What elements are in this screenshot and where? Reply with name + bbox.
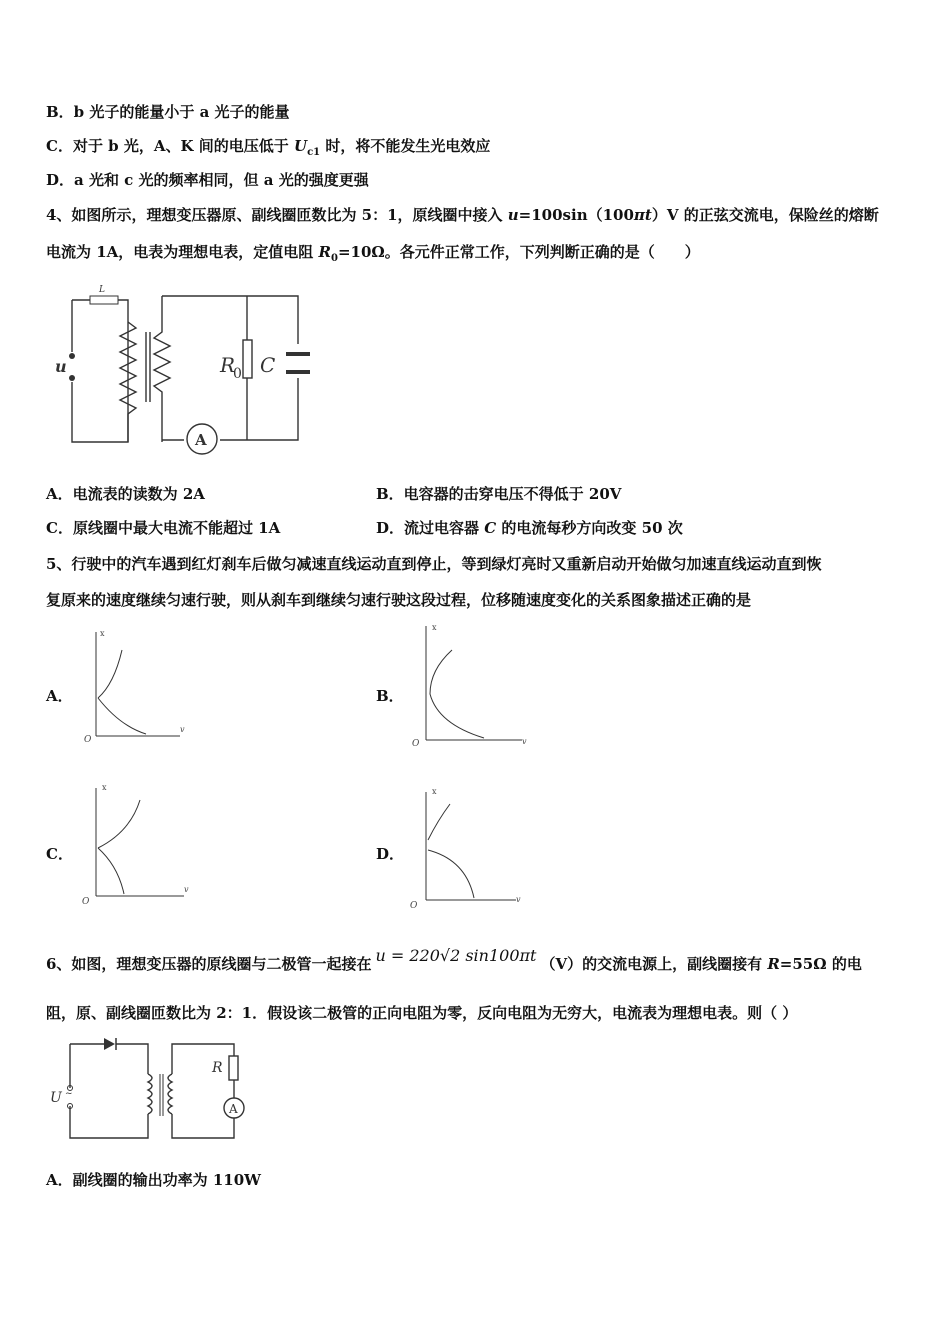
resistor-symbol [243, 340, 252, 378]
capacitor-label: C [260, 353, 276, 377]
q5-stem-line2: 复原来的速度继续匀速行驶，则从刹车到继续匀速行驶这段过程，位移随速度变化的关系图象描述正确的是 [46, 591, 752, 609]
graph-a-origin: O [84, 735, 92, 745]
graph-c-curve-lower [98, 848, 124, 894]
graph-d-curve-upper [428, 804, 450, 840]
q4-stem-pit: πt [633, 206, 652, 224]
graph-c-x-label: v [184, 885, 189, 894]
q5-option-d-label: D． [376, 845, 405, 863]
q6-stem-line1 [46, 946, 862, 974]
source-label: u [55, 357, 67, 376]
q4-option-d-text: D．流过电容器 [376, 519, 485, 537]
source-tilde-icon: ~ [65, 1089, 73, 1099]
q5-option-a-label: A． [46, 687, 73, 705]
graph-d-curve-lower [428, 850, 474, 898]
graph-d-origin: O [410, 901, 418, 911]
graph-a-curve-upper [98, 650, 122, 698]
ammeter-label: A [229, 1102, 238, 1116]
q5-option-b-label: B． [376, 687, 404, 705]
q3-option-c-var: U [294, 137, 308, 155]
q5-graph-c [80, 782, 200, 906]
graph-a-y-label: x [100, 629, 105, 638]
q5-graph-b [408, 620, 538, 750]
graph-b-y-label: x [432, 623, 437, 632]
graph-d-y-label: x [432, 787, 437, 796]
q4-stem-line1 [46, 205, 879, 225]
q4-stem2-sub: 0 [331, 253, 338, 264]
q4-option-b: B．电容器的击穿电压不得低于 20V [376, 485, 622, 503]
q4-option-a: A．电流表的读数为 2A [46, 485, 205, 503]
q5-stem-line1: 5、行驶中的汽车遇到红灯刹车后做匀减速直线运动直到停止，等到绿灯亮时又重新启动开始做匀加速直线运动直到恢 [46, 555, 822, 573]
q4-stem-text: 4、如图所示，理想变压器原、副线圈匝数比为 5：1，原线圈中接入 [46, 206, 508, 224]
q6-stem-line2: 阻，原、副线圈匝数比为 2：1．假设该二极管的正向电阻为零，反向电阻为无穷大，电流表为理想电表。则（ ） [46, 1004, 798, 1022]
q4-stem2-var-r: R [318, 243, 331, 261]
q4-option-d-tail: 的电流每秒方向改变 50 次 [496, 519, 683, 537]
q4-stem2-tail: =10Ω。各元件正常工作，下列判断正确的是（ ） [337, 243, 700, 261]
graph-c-curve-upper [98, 800, 140, 848]
source-label: U [50, 1090, 62, 1106]
q4-circuit-diagram [50, 282, 310, 452]
q4-stem-var-u: u [507, 206, 519, 224]
q5-option-c-label: C． [46, 845, 73, 863]
q4-option-d-var: C [484, 519, 497, 537]
q4-stem-line2 [46, 242, 700, 269]
q5-graph-a [80, 626, 190, 746]
graph-c-y-label: x [102, 783, 107, 792]
primary-coil [148, 1074, 152, 1114]
q6-stem-text: 6、如图，理想变压器的原线圈与二极管一起接在 [46, 955, 372, 973]
resistor-sub: 0 [233, 366, 242, 382]
source-terminal-top [69, 353, 75, 359]
q4-option-d [376, 518, 683, 538]
q4-option-c: C．原线圈中最大电流不能超过 1A [46, 519, 281, 537]
fuse-symbol [90, 296, 118, 304]
fuse-label: L [99, 285, 105, 295]
q4-stem2-text: 电流为 1A，电表为理想电表，定值电阻 [46, 243, 319, 261]
q4-stem-eq: =100sin（100 [518, 206, 634, 224]
resistor-label: R [220, 353, 236, 377]
q5-graph-d [408, 786, 528, 910]
q6-stem-mid: （V）的交流电源上，副线圈接有 [540, 955, 768, 973]
graph-a-x-label: v [180, 725, 185, 734]
q6-stem-var-r: R [767, 955, 780, 973]
graph-c-origin: O [82, 897, 90, 907]
q6-stem-tail: =55Ω 的电 [779, 955, 862, 973]
q3-option-b: B．b 光子的能量小于 a 光子的能量 [46, 103, 290, 121]
q3-option-c-text: C．对于 b 光，A、K 间的电压低于 [46, 137, 294, 155]
graph-b-curve [430, 650, 484, 738]
graph-b-origin: O [412, 739, 420, 749]
secondary-coil [168, 1074, 172, 1114]
q3-option-c-tail: 时，将不能发生光电效应 [320, 137, 491, 155]
q3-option-c-sub: c1 [307, 147, 321, 158]
q6-option-a: A．副线圈的输出功率为 110W [46, 1171, 262, 1189]
ammeter-label: A [195, 431, 207, 449]
q6-formula: u = 220√2 sin100πt [375, 946, 537, 965]
resistor-label: R [212, 1060, 223, 1076]
secondary-coil [154, 296, 170, 442]
resistor-symbol [229, 1056, 238, 1080]
q3-option-c [46, 136, 490, 163]
graph-b-x-label: v [522, 737, 527, 746]
source-terminal-bottom [69, 375, 75, 381]
graph-d-x-label: v [516, 895, 521, 904]
q4-stem-tail: ）V 的正弦交流电，保险丝的熔断 [651, 206, 879, 224]
q6-circuit-diagram [50, 1034, 250, 1144]
q3-option-d: D．a 光和 c 光的频率相同，但 a 光的强度更强 [46, 171, 369, 189]
graph-a-curve-lower [98, 698, 146, 734]
diode-symbol [104, 1038, 115, 1050]
